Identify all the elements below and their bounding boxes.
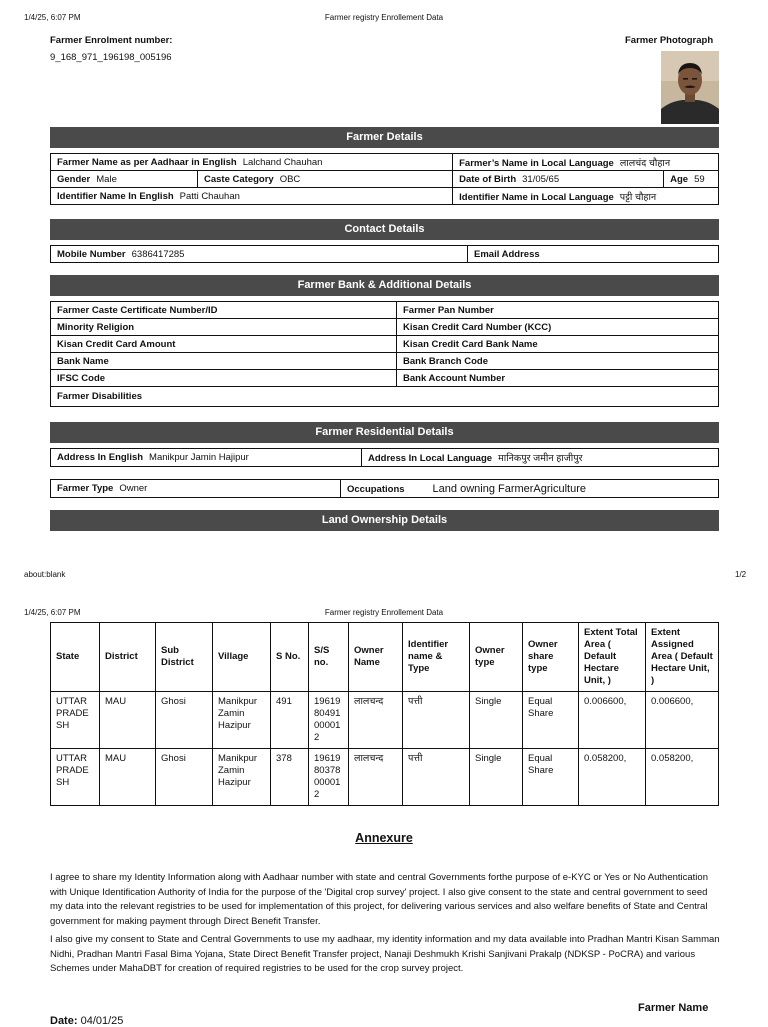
table-row xyxy=(51,480,719,498)
table-cell: 0.058200, xyxy=(646,749,719,806)
email-label: Email Address xyxy=(474,248,540,260)
consent-paragraph-1: I agree to share my Identity Information along with Aadhaar number with state and central Governments forthe purpose of e-KYC or Yes or No Authentication with Unique Identification Authority of India for the purpose of the 'Digital crop survey' project. I also give consent to the state and central government to seed my data into the relevant registries to be used for implementation of this project, for delivering various services and also welfare benefits of State and Central government for making payment through Direct Benefit Transfer. xyxy=(50,872,708,927)
table-row xyxy=(51,370,719,387)
identifier-en-value: Patti Chauhan xyxy=(179,190,240,202)
bank-details-table xyxy=(50,301,719,407)
branch-code-label: Bank Branch Code xyxy=(403,355,488,367)
column-header: State xyxy=(51,623,100,692)
farmer-name-label: Farmer Name xyxy=(638,1002,709,1014)
photo-label: Farmer Photograph xyxy=(625,35,714,46)
table-cell: लालचन्द xyxy=(349,692,403,749)
table-cell: Single xyxy=(470,692,523,749)
gender-label: Gender xyxy=(57,173,91,185)
table-row xyxy=(51,353,719,370)
print-datetime: 1/4/25, 6:07 PM xyxy=(24,13,81,22)
address-en-value: Manikpur Jamin Hajipur xyxy=(149,452,249,463)
farmer-type-table xyxy=(50,479,719,498)
land-ownership-header: Land Ownership Details xyxy=(50,510,719,531)
table-row xyxy=(51,387,719,407)
annexure-title: Annexure xyxy=(355,831,413,845)
date-value: 04/01/25 xyxy=(80,1015,124,1027)
table-cell: 1961980378000012 xyxy=(309,749,349,806)
table-cell: 0.006600, xyxy=(646,692,719,749)
age-value: 59 xyxy=(694,173,705,185)
mobile-label: Mobile Number xyxy=(57,248,126,260)
table-row xyxy=(51,449,719,467)
occupations-label: Occupations xyxy=(347,483,405,495)
table-cell: 491 xyxy=(271,692,309,749)
kcc-amount-label: Kisan Credit Card Amount xyxy=(57,338,176,350)
address-table xyxy=(50,448,719,467)
table-cell: UTTAR PRADESH xyxy=(51,692,100,749)
table-header-row xyxy=(51,623,719,692)
contact-details-header: Contact Details xyxy=(50,219,719,240)
table-cell: Manikpur Zamin Hazipur xyxy=(213,692,271,749)
table-row xyxy=(51,171,719,188)
name-local-value: लालचंद चौहान xyxy=(619,157,671,169)
ifsc-label: IFSC Code xyxy=(57,372,106,384)
pan-label: Farmer Pan Number xyxy=(403,304,494,316)
column-header: S No. xyxy=(271,623,309,692)
column-header: Village xyxy=(213,623,271,692)
table-cell: पत्ती xyxy=(403,749,470,806)
account-number-label: Bank Account Number xyxy=(403,372,506,384)
table-cell: 1961980491000012 xyxy=(309,692,349,749)
column-header: Owner share type xyxy=(523,623,579,692)
kcc-number-label: Kisan Credit Card Number (KCC) xyxy=(403,321,552,333)
consent-paragraph-2: I also give my consent to State and Central Governments to use my aadhaar, my identity information and my data available into Pradhan Mantri Kisan Samman Nidhi, Pradhan Mantri Fasal Bima Yojana, State Direct Benefit Transfer project, Nanaji Deshmukh Krishi Sanjivani Prakalp (NDKSP - PoCRA) and various Schemes under MahaDBT for creation of required registries to be used for the crop survey project. xyxy=(50,934,720,974)
farmer-details-table xyxy=(50,153,719,205)
table-cell: Equal Share xyxy=(523,692,579,749)
identifier-en-label: Identifier Name In English xyxy=(57,190,174,202)
print-datetime: 1/4/25, 6:07 PM xyxy=(24,608,81,617)
table-row xyxy=(51,319,719,336)
disabilities-label: Farmer Disabilities xyxy=(57,391,143,402)
table-row xyxy=(51,302,719,319)
table-cell: 378 xyxy=(271,749,309,806)
name-local-label: Farmer’s Name in Local Language xyxy=(459,157,614,169)
page-number: 1/2 xyxy=(735,570,747,579)
caste-label: Caste Category xyxy=(204,173,274,185)
document-title: Farmer registry Enrollement Data xyxy=(324,13,444,22)
table-cell: लालचन्द xyxy=(349,749,403,806)
table-row xyxy=(51,246,719,263)
table-cell: MAU xyxy=(100,692,156,749)
contact-details-table xyxy=(50,245,719,263)
table-cell: 0.006600, xyxy=(579,692,646,749)
column-header: Extent Assigned Area ( Default Hectare Unit, ) xyxy=(646,623,719,692)
identifier-local-value: पट्टी चौहान xyxy=(619,191,657,203)
farmer-details-header: Farmer Details xyxy=(50,127,719,148)
caste-value: OBC xyxy=(279,173,301,185)
column-header: District xyxy=(100,623,156,692)
table-cell: Ghosi xyxy=(156,692,213,749)
table-cell: UTTAR PRADESH xyxy=(51,749,100,806)
address-en-label: Address In English xyxy=(57,452,144,463)
column-header: Extent Total Area ( Default Hectare Unit, ) xyxy=(579,623,646,692)
table-row xyxy=(51,154,719,171)
enrolment-number: 9_168_971_196198_005196 xyxy=(50,52,172,63)
table-row xyxy=(51,188,719,205)
farmer-type-label: Farmer Type xyxy=(57,483,114,494)
table-cell: Ghosi xyxy=(156,749,213,806)
occupations-value: Land owning FarmerAgriculture xyxy=(432,482,587,495)
column-header: Owner type xyxy=(470,623,523,692)
table-row xyxy=(51,336,719,353)
date-line xyxy=(50,1015,123,1027)
table-cell: 0.058200, xyxy=(579,749,646,806)
farmer-photograph xyxy=(661,51,719,124)
mobile-value: 6386417285 xyxy=(131,248,185,260)
column-header: Sub District xyxy=(156,623,213,692)
farmer-type-value: Owner xyxy=(119,483,148,494)
age-label: Age xyxy=(670,173,689,185)
land-ownership-table xyxy=(50,622,719,806)
name-en-value: Lalchand Chauhan xyxy=(242,156,323,168)
dob-label: Date of Birth xyxy=(459,173,517,185)
minority-label: Minority Religion xyxy=(57,321,135,333)
document-title: Farmer registry Enrollement Data xyxy=(324,608,444,617)
table-row xyxy=(51,692,719,749)
table-cell: Manikpur Zamin Hazipur xyxy=(213,749,271,806)
table-row xyxy=(51,749,719,806)
kcc-bank-label: Kisan Credit Card Bank Name xyxy=(403,338,538,350)
column-header: Owner Name xyxy=(349,623,403,692)
bank-details-header: Farmer Bank & Additional Details xyxy=(50,275,719,296)
table-cell: पत्ती xyxy=(403,692,470,749)
dob-value: 31/05/65 xyxy=(522,173,560,185)
table-cell: Equal Share xyxy=(523,749,579,806)
table-cell: Single xyxy=(470,749,523,806)
footer-url: about:blank xyxy=(24,570,66,579)
name-en-label: Farmer Name as per Aadhaar in English xyxy=(57,156,237,168)
gender-value: Male xyxy=(96,173,117,185)
identifier-local-label: Identifier Name in Local Language xyxy=(459,191,614,203)
column-header: S/S no. xyxy=(309,623,349,692)
address-local-label: Address In Local Language xyxy=(368,453,493,464)
date-label: Date: xyxy=(50,1015,78,1027)
table-cell: MAU xyxy=(100,749,156,806)
bank-name-label: Bank Name xyxy=(57,355,109,367)
column-header: Identifier name & Type xyxy=(403,623,470,692)
enrolment-number-label: Farmer Enrolment number: xyxy=(50,35,173,46)
address-local-value: मानिकपुर जमीन हाजीपुर xyxy=(498,453,583,464)
residential-details-header: Farmer Residential Details xyxy=(50,422,719,443)
caste-certificate-label: Farmer Caste Certificate Number/ID xyxy=(57,304,218,316)
